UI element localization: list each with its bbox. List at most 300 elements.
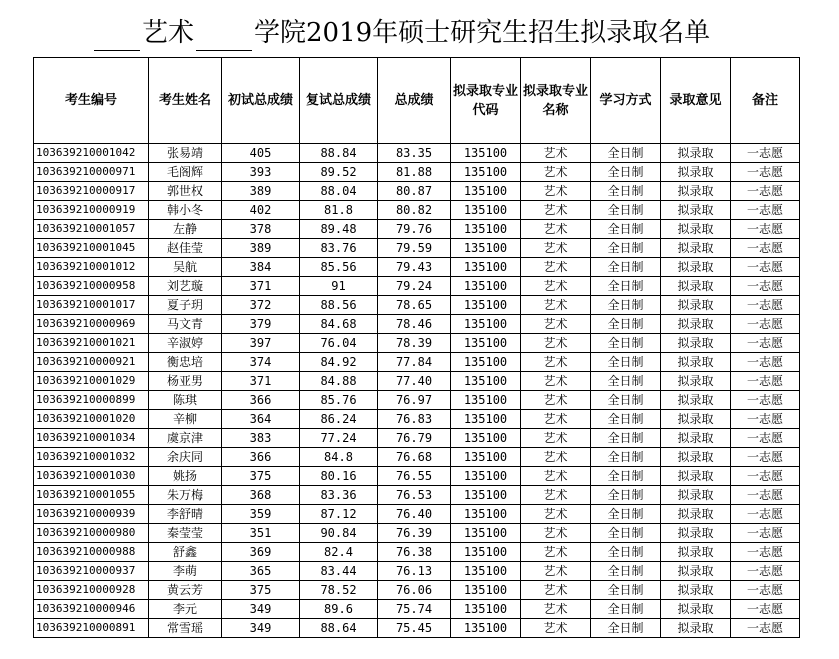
initial-score-cell: 351 [222,524,300,543]
decision-cell: 拟录取 [661,467,731,486]
study-mode-cell: 全日制 [591,182,661,201]
total-score-cell: 75.74 [378,600,451,619]
name-cell: 毛阁辉 [149,163,222,182]
initial-score-cell: 364 [222,410,300,429]
major-name-cell: 艺术 [521,391,591,410]
exam-id-cell: 103639210001034 [34,429,149,448]
study-mode-cell: 全日制 [591,239,661,258]
exam-id-cell: 103639210000919 [34,201,149,220]
major-name-cell: 艺术 [521,448,591,467]
table-body [34,144,800,638]
header-col-total-score: 总成绩 [378,58,451,144]
exam-id-cell: 103639210000937 [34,562,149,581]
name-cell: 吴航 [149,258,222,277]
remark-cell: 一志愿 [731,163,800,182]
major-code-cell: 135100 [451,353,521,372]
study-mode-cell: 全日制 [591,562,661,581]
total-score-cell: 79.24 [378,277,451,296]
name-cell: 张易靖 [149,144,222,163]
name-cell: 刘艺璇 [149,277,222,296]
decision-cell: 拟录取 [661,296,731,315]
exam-id-cell: 103639210001057 [34,220,149,239]
retest-score-cell: 88.84 [300,144,378,163]
major-name-cell: 艺术 [521,258,591,277]
name-cell: 余庆同 [149,448,222,467]
major-name-cell: 艺术 [521,562,591,581]
major-code-cell: 135100 [451,562,521,581]
study-mode-cell: 全日制 [591,296,661,315]
decision-cell: 拟录取 [661,448,731,467]
name-cell: 陈琪 [149,391,222,410]
initial-score-cell: 349 [222,619,300,638]
total-score-cell: 79.43 [378,258,451,277]
exam-id-cell: 103639210000917 [34,182,149,201]
table-row [34,334,800,353]
retest-score-cell: 83.76 [300,239,378,258]
total-score-cell: 75.45 [378,619,451,638]
total-score-cell: 79.76 [378,220,451,239]
study-mode-cell: 全日制 [591,619,661,638]
major-code-cell: 135100 [451,315,521,334]
study-mode-cell: 全日制 [591,524,661,543]
page-title [0,14,839,52]
initial-score-cell: 397 [222,334,300,353]
major-name-cell: 艺术 [521,524,591,543]
table-row [34,581,800,600]
retest-score-cell: 85.76 [300,391,378,410]
major-code-cell: 135100 [451,429,521,448]
exam-id-cell: 103639210001055 [34,486,149,505]
retest-score-cell: 82.4 [300,543,378,562]
retest-score-cell: 89.48 [300,220,378,239]
major-code-cell: 135100 [451,334,521,353]
name-cell: 李舒晴 [149,505,222,524]
table-row [34,201,800,220]
major-code-cell: 135100 [451,486,521,505]
name-cell: 李元 [149,600,222,619]
exam-id-cell: 103639210001029 [34,372,149,391]
total-score-cell: 76.53 [378,486,451,505]
table-row [34,429,800,448]
decision-cell: 拟录取 [661,163,731,182]
initial-score-cell: 369 [222,543,300,562]
study-mode-cell: 全日制 [591,258,661,277]
remark-cell: 一志愿 [731,448,800,467]
header-col-retest-score: 复试总成绩 [300,58,378,144]
table-row [34,315,800,334]
remark-cell: 一志愿 [731,315,800,334]
major-name-cell: 艺术 [521,296,591,315]
table-row [34,239,800,258]
total-score-cell: 76.83 [378,410,451,429]
remark-cell: 一志愿 [731,391,800,410]
total-score-cell: 76.97 [378,391,451,410]
major-code-cell: 135100 [451,543,521,562]
total-score-cell: 76.06 [378,581,451,600]
college-name: 艺术 [141,18,194,48]
total-score-cell: 80.87 [378,182,451,201]
table-row [34,467,800,486]
decision-cell: 拟录取 [661,391,731,410]
retest-score-cell: 91 [300,277,378,296]
total-score-cell: 76.68 [378,448,451,467]
remark-cell: 一志愿 [731,201,800,220]
initial-score-cell: 366 [222,448,300,467]
major-code-cell: 135100 [451,296,521,315]
total-score-cell: 76.39 [378,524,451,543]
total-score-cell: 79.59 [378,239,451,258]
name-cell: 韩小冬 [149,201,222,220]
decision-cell: 拟录取 [661,505,731,524]
retest-score-cell: 90.84 [300,524,378,543]
remark-cell: 一志愿 [731,562,800,581]
name-cell: 衡忠培 [149,353,222,372]
major-name-cell: 艺术 [521,353,591,372]
major-name-cell: 艺术 [521,334,591,353]
major-code-cell: 135100 [451,410,521,429]
initial-score-cell: 378 [222,220,300,239]
major-name-cell: 艺术 [521,581,591,600]
exam-id-cell: 103639210000969 [34,315,149,334]
initial-score-cell: 402 [222,201,300,220]
name-cell: 舒鑫 [149,543,222,562]
retest-score-cell: 84.8 [300,448,378,467]
study-mode-cell: 全日制 [591,391,661,410]
remark-cell: 一志愿 [731,467,800,486]
exam-id-cell: 103639210001021 [34,334,149,353]
retest-score-cell: 89.6 [300,600,378,619]
retest-score-cell: 84.88 [300,372,378,391]
exam-id-cell: 103639210000971 [34,163,149,182]
initial-score-cell: 371 [222,372,300,391]
initial-score-cell: 405 [222,144,300,163]
initial-score-cell: 365 [222,562,300,581]
total-score-cell: 81.88 [378,163,451,182]
remark-cell: 一志愿 [731,581,800,600]
major-name-cell: 艺术 [521,201,591,220]
decision-cell: 拟录取 [661,619,731,638]
exam-id-cell: 103639210000899 [34,391,149,410]
remark-cell: 一志愿 [731,277,800,296]
exam-id-cell: 103639210000958 [34,277,149,296]
remark-cell: 一志愿 [731,182,800,201]
major-code-cell: 135100 [451,182,521,201]
major-code-cell: 135100 [451,581,521,600]
name-cell: 常雪瑶 [149,619,222,638]
remark-cell: 一志愿 [731,258,800,277]
major-name-cell: 艺术 [521,429,591,448]
total-score-cell: 76.38 [378,543,451,562]
remark-cell: 一志愿 [731,144,800,163]
total-score-cell: 77.40 [378,372,451,391]
major-name-cell: 艺术 [521,220,591,239]
total-score-cell: 80.82 [378,201,451,220]
initial-score-cell: 349 [222,600,300,619]
exam-id-cell: 103639210000946 [34,600,149,619]
decision-cell: 拟录取 [661,372,731,391]
initial-score-cell: 393 [222,163,300,182]
decision-cell: 拟录取 [661,581,731,600]
table-row [34,372,800,391]
remark-cell: 一志愿 [731,372,800,391]
name-cell: 黄云芳 [149,581,222,600]
remark-cell: 一志愿 [731,524,800,543]
decision-cell: 拟录取 [661,562,731,581]
major-code-cell: 135100 [451,505,521,524]
initial-score-cell: 384 [222,258,300,277]
remark-cell: 一志愿 [731,600,800,619]
table-row [34,144,800,163]
initial-score-cell: 383 [222,429,300,448]
major-name-cell: 艺术 [521,239,591,258]
initial-score-cell: 371 [222,277,300,296]
table-row [34,277,800,296]
remark-cell: 一志愿 [731,619,800,638]
initial-score-cell: 366 [222,391,300,410]
table-row [34,619,800,638]
retest-score-cell: 88.56 [300,296,378,315]
retest-score-cell: 78.52 [300,581,378,600]
initial-score-cell: 359 [222,505,300,524]
decision-cell: 拟录取 [661,600,731,619]
total-score-cell: 83.35 [378,144,451,163]
header-col-remark: 备注 [731,58,800,144]
major-code-cell: 135100 [451,163,521,182]
admission-table [33,57,800,638]
decision-cell: 拟录取 [661,201,731,220]
study-mode-cell: 全日制 [591,372,661,391]
major-name-cell: 艺术 [521,600,591,619]
major-name-cell: 艺术 [521,505,591,524]
exam-id-cell: 103639210001020 [34,410,149,429]
total-score-cell: 78.65 [378,296,451,315]
total-score-cell: 76.40 [378,505,451,524]
header-col-exam-id: 考生编号 [34,58,149,144]
total-score-cell: 76.55 [378,467,451,486]
major-name-cell: 艺术 [521,486,591,505]
name-cell: 赵佳莹 [149,239,222,258]
major-name-cell: 艺术 [521,315,591,334]
remark-cell: 一志愿 [731,429,800,448]
table-row [34,182,800,201]
exam-id-cell: 103639210001032 [34,448,149,467]
name-cell: 秦莹莹 [149,524,222,543]
study-mode-cell: 全日制 [591,410,661,429]
name-cell: 杨亚男 [149,372,222,391]
retest-score-cell: 84.92 [300,353,378,372]
total-score-cell: 78.46 [378,315,451,334]
table-row [34,524,800,543]
major-code-cell: 135100 [451,524,521,543]
major-code-cell: 135100 [451,372,521,391]
major-name-cell: 艺术 [521,543,591,562]
name-cell: 虞京津 [149,429,222,448]
initial-score-cell: 375 [222,467,300,486]
retest-score-cell: 86.24 [300,410,378,429]
exam-id-cell: 103639210001012 [34,258,149,277]
table-row [34,448,800,467]
major-name-cell: 艺术 [521,277,591,296]
table-row [34,391,800,410]
table-row [34,353,800,372]
major-name-cell: 艺术 [521,163,591,182]
decision-cell: 拟录取 [661,429,731,448]
initial-score-cell: 372 [222,296,300,315]
retest-score-cell: 83.36 [300,486,378,505]
exam-id-cell: 103639210000939 [34,505,149,524]
study-mode-cell: 全日制 [591,448,661,467]
remark-cell: 一志愿 [731,353,800,372]
table-row [34,220,800,239]
major-code-cell: 135100 [451,391,521,410]
table-row [34,163,800,182]
name-cell: 马文青 [149,315,222,334]
exam-id-cell: 103639210001045 [34,239,149,258]
decision-cell: 拟录取 [661,258,731,277]
initial-score-cell: 379 [222,315,300,334]
decision-cell: 拟录取 [661,486,731,505]
total-score-cell: 77.84 [378,353,451,372]
retest-score-cell: 83.44 [300,562,378,581]
retest-score-cell: 76.04 [300,334,378,353]
initial-score-cell: 389 [222,182,300,201]
decision-cell: 拟录取 [661,182,731,201]
decision-cell: 拟录取 [661,353,731,372]
name-cell: 夏子玥 [149,296,222,315]
table-row [34,562,800,581]
table-row [34,296,800,315]
name-cell: 朱万梅 [149,486,222,505]
name-cell: 姚扬 [149,467,222,486]
exam-id-cell: 103639210000988 [34,543,149,562]
initial-score-cell: 389 [222,239,300,258]
study-mode-cell: 全日制 [591,315,661,334]
decision-cell: 拟录取 [661,524,731,543]
major-code-cell: 135100 [451,258,521,277]
study-mode-cell: 全日制 [591,467,661,486]
study-mode-cell: 全日制 [591,543,661,562]
decision-cell: 拟录取 [661,277,731,296]
retest-score-cell: 88.04 [300,182,378,201]
study-mode-cell: 全日制 [591,277,661,296]
study-mode-cell: 全日制 [591,201,661,220]
major-code-cell: 135100 [451,201,521,220]
table-row [34,258,800,277]
decision-cell: 拟录取 [661,543,731,562]
exam-id-cell: 103639210000928 [34,581,149,600]
title-underline-left [94,14,140,51]
name-cell: 左静 [149,220,222,239]
remark-cell: 一志愿 [731,505,800,524]
header-col-study-mode: 学习方式 [591,58,661,144]
header-col-name: 考生姓名 [149,58,222,144]
exam-id-cell: 103639210000980 [34,524,149,543]
study-mode-cell: 全日制 [591,163,661,182]
remark-cell: 一志愿 [731,543,800,562]
table-row [34,543,800,562]
decision-cell: 拟录取 [661,334,731,353]
total-score-cell: 76.79 [378,429,451,448]
name-cell: 李萌 [149,562,222,581]
initial-score-cell: 375 [222,581,300,600]
retest-score-cell: 85.56 [300,258,378,277]
table-row [34,486,800,505]
major-code-cell: 135100 [451,220,521,239]
major-name-cell: 艺术 [521,182,591,201]
major-code-cell: 135100 [451,619,521,638]
decision-cell: 拟录取 [661,144,731,163]
remark-cell: 一志愿 [731,410,800,429]
study-mode-cell: 全日制 [591,220,661,239]
initial-score-cell: 368 [222,486,300,505]
header-col-decision: 录取意见 [661,58,731,144]
name-cell: 辛柳 [149,410,222,429]
study-mode-cell: 全日制 [591,486,661,505]
major-name-cell: 艺术 [521,467,591,486]
study-mode-cell: 全日制 [591,505,661,524]
major-code-cell: 135100 [451,600,521,619]
title-underline-right [196,14,252,51]
major-code-cell: 135100 [451,448,521,467]
major-code-cell: 135100 [451,239,521,258]
retest-score-cell: 81.8 [300,201,378,220]
total-score-cell: 78.39 [378,334,451,353]
header-row [34,58,800,144]
table-row [34,410,800,429]
exam-id-cell: 103639210000891 [34,619,149,638]
retest-score-cell: 88.64 [300,619,378,638]
retest-score-cell: 80.16 [300,467,378,486]
retest-score-cell: 84.68 [300,315,378,334]
retest-score-cell: 89.52 [300,163,378,182]
major-code-cell: 135100 [451,277,521,296]
study-mode-cell: 全日制 [591,429,661,448]
initial-score-cell: 374 [222,353,300,372]
name-cell: 郭世权 [149,182,222,201]
decision-cell: 拟录取 [661,220,731,239]
study-mode-cell: 全日制 [591,600,661,619]
retest-score-cell: 87.12 [300,505,378,524]
major-code-cell: 135100 [451,144,521,163]
remark-cell: 一志愿 [731,486,800,505]
study-mode-cell: 全日制 [591,353,661,372]
remark-cell: 一志愿 [731,296,800,315]
exam-id-cell: 103639210000921 [34,353,149,372]
exam-id-cell: 103639210001042 [34,144,149,163]
exam-id-cell: 103639210001030 [34,467,149,486]
study-mode-cell: 全日制 [591,334,661,353]
study-mode-cell: 全日制 [591,144,661,163]
retest-score-cell: 77.24 [300,429,378,448]
major-name-cell: 艺术 [521,410,591,429]
decision-cell: 拟录取 [661,315,731,334]
total-score-cell: 76.13 [378,562,451,581]
remark-cell: 一志愿 [731,220,800,239]
header-col-major-code: 拟录取专业代码 [451,58,521,144]
decision-cell: 拟录取 [661,239,731,258]
header-col-major-name: 拟录取专业名称 [521,58,591,144]
title-suffix: 学院2019年硕士研究生招生拟录取名单 [254,18,711,48]
major-code-cell: 135100 [451,467,521,486]
major-name-cell: 艺术 [521,144,591,163]
table-row [34,505,800,524]
exam-id-cell: 103639210001017 [34,296,149,315]
remark-cell: 一志愿 [731,239,800,258]
header-col-initial-score: 初试总成绩 [222,58,300,144]
name-cell: 辛淑婷 [149,334,222,353]
major-name-cell: 艺术 [521,619,591,638]
decision-cell: 拟录取 [661,410,731,429]
